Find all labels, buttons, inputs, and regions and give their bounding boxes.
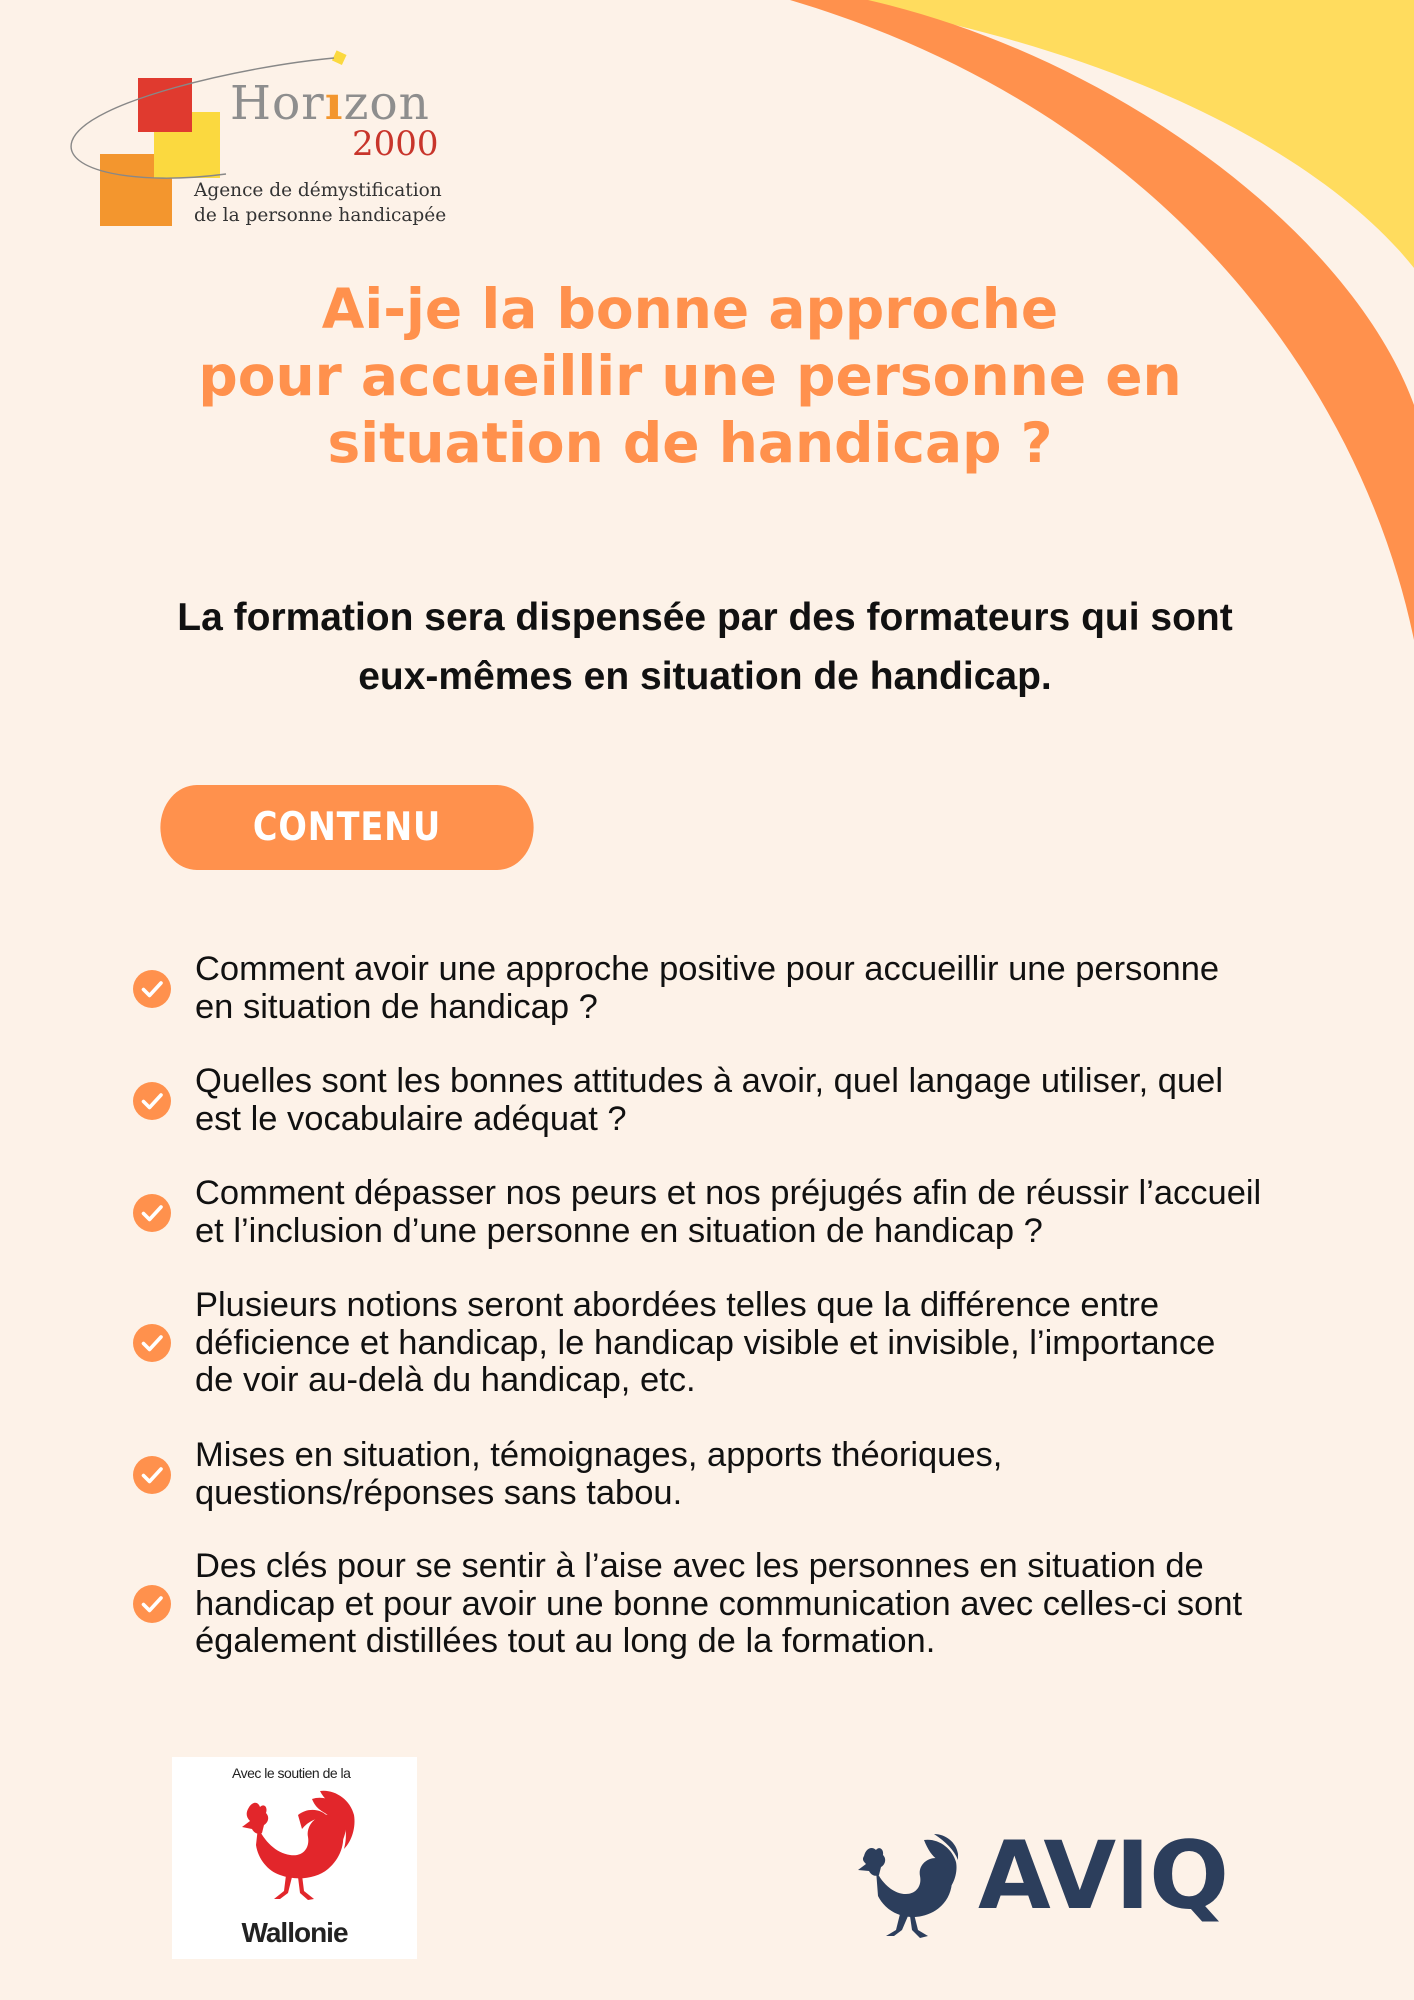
wallonie-caption: Avec le soutien de la — [232, 1765, 351, 1781]
logo-tagline-line: de la personne handicapée — [194, 205, 447, 226]
list-item-line: Des clés pour se sentir à l’aise avec les personnes en situation de — [195, 1547, 1204, 1585]
list-item-line: et l’inclusion d’une personne en situation de handicap ? — [195, 1211, 1043, 1250]
list-item-line: en situation de handicap ? — [195, 987, 598, 1026]
list-item-line: est le vocabulaire adéquat ? — [195, 1099, 627, 1138]
logo-i-glyph: ı — [324, 76, 344, 131]
wallonie-wordmark: Wallonie — [241, 1917, 348, 1948]
horizon-2000-logo — [66, 46, 466, 236]
rooster-icon — [228, 1787, 358, 1912]
logo-red-square — [138, 78, 192, 132]
list-item-line: handicap et pour avoir une bonne communication avec celles-ci sont — [195, 1584, 1243, 1623]
wallonie-sponsor-logo — [172, 1757, 417, 1959]
logo-wordmark — [230, 76, 430, 131]
logo-name-part2: zon — [343, 76, 430, 131]
title-line: Ai-je la bonne approche — [321, 277, 1059, 341]
title-line: pour accueillir une personne en — [198, 344, 1182, 408]
logo-tagline — [194, 178, 446, 228]
aviq-wordmark: AVIQ — [978, 1822, 1229, 1931]
section-heading-contenu: CONTENU — [160, 785, 533, 870]
logo-year: 2000 — [352, 124, 439, 164]
page-title — [140, 276, 1240, 477]
logo-tagline-line: Agence de démystification — [194, 180, 442, 201]
list-item-line: Quelles sont les bonnes attitudes à avoir, quel langage utiliser, quel — [195, 1062, 1224, 1100]
list-item-line: également distillées tout au long de la formation. — [195, 1622, 936, 1660]
title-line: situation de handicap ? — [327, 411, 1053, 475]
list-item-line: déficience et handicap, le handicap visible et invisible, l’importance — [195, 1323, 1216, 1362]
subtitle-line: eux-mêmes en situation de handicap. — [358, 655, 1052, 698]
logo-yellow-dot — [332, 50, 347, 65]
list-item-line: Plusieurs notions seront abordées telles que la différence entre — [195, 1286, 1160, 1324]
list-item-line: questions/réponses sans tabou. — [195, 1473, 683, 1512]
list-item-line: Comment dépasser nos peurs et nos préjugés afin de réussir l’accueil — [195, 1174, 1262, 1212]
logo-name-part1: Hor — [230, 76, 325, 131]
list-item-line: Comment avoir une approche positive pour accueillir une personne — [195, 950, 1220, 988]
list-item-line: de voir au-delà du handicap, etc. — [195, 1361, 696, 1399]
list-item-line: Mises en situation, témoignages, apports théoriques, — [195, 1436, 1003, 1474]
rooster-icon — [848, 1832, 958, 1942]
subtitle-line: La formation sera dispensée par des formateurs qui sont — [177, 596, 1233, 639]
trainer-statement — [110, 588, 1300, 706]
